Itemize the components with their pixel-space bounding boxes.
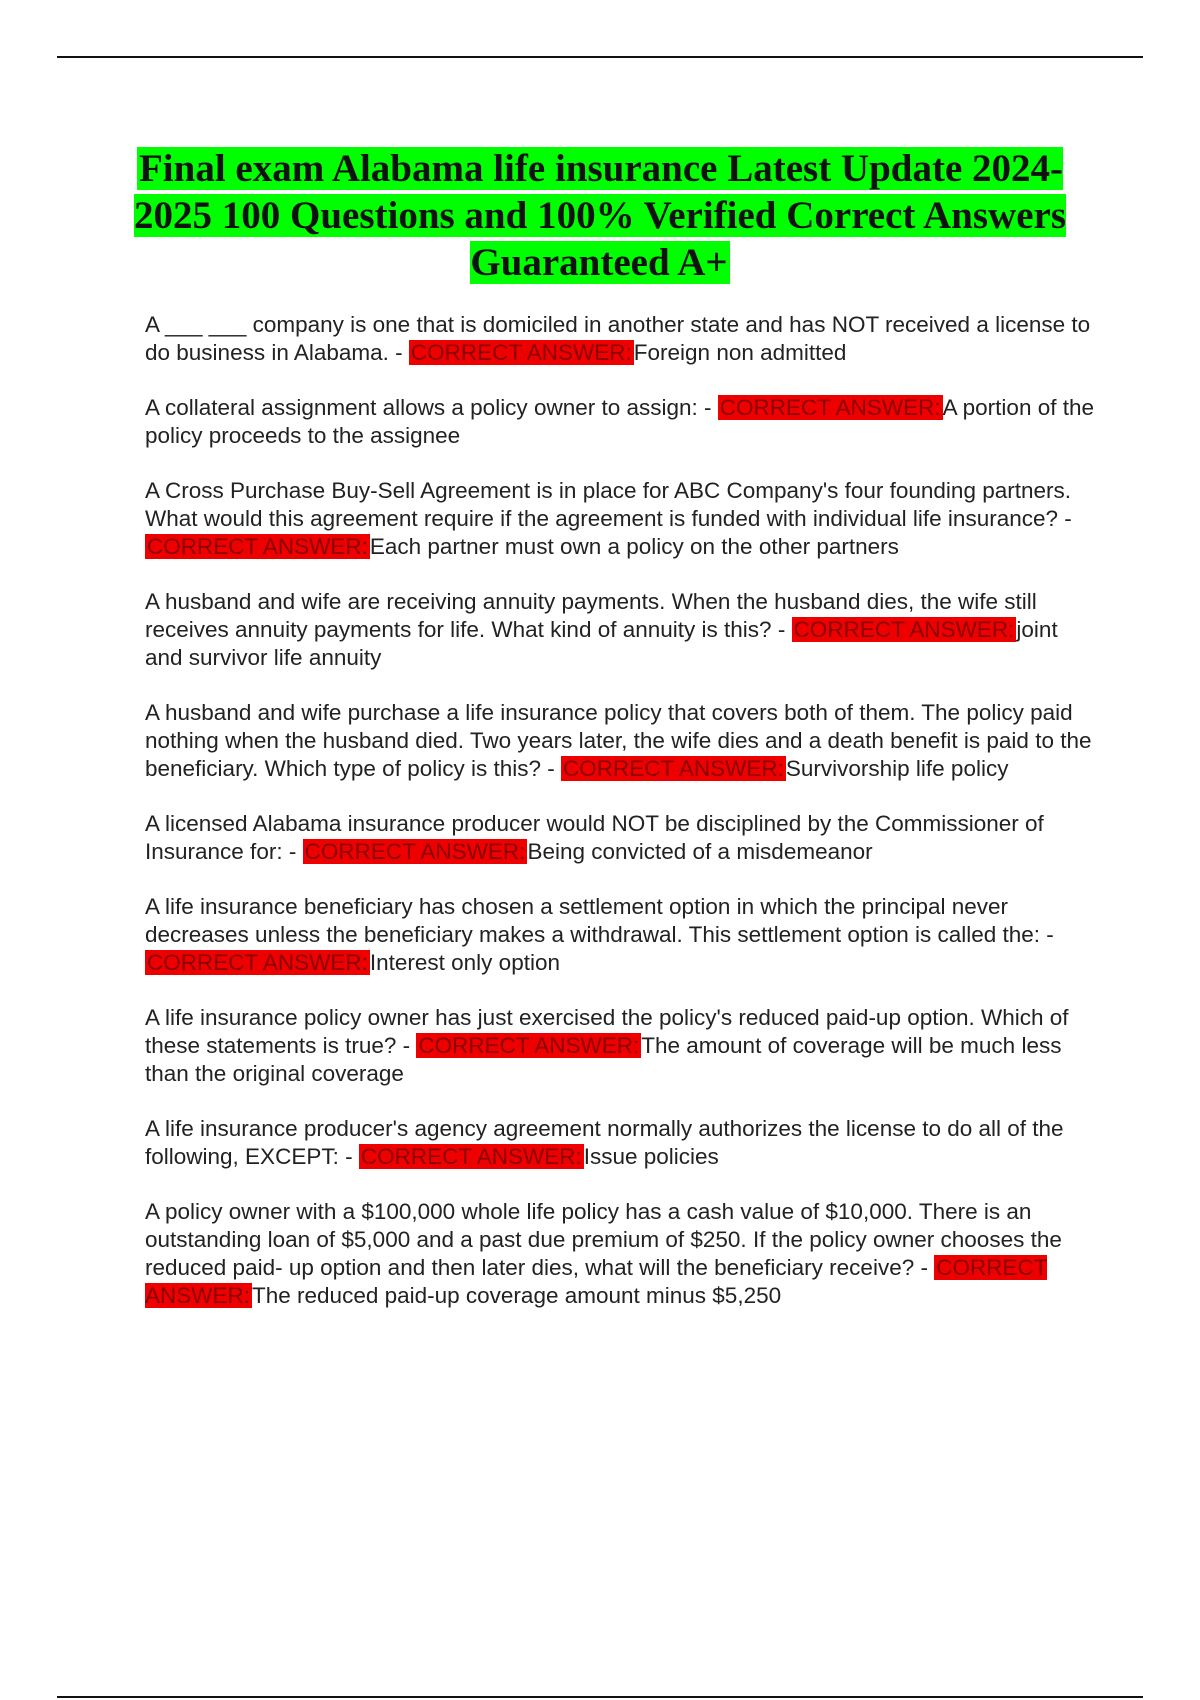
top-rule (57, 56, 1143, 58)
document-title (100, 145, 1100, 286)
qa-item (145, 588, 1095, 672)
answer-text: joint and survivor life annuity (145, 617, 1058, 670)
correct-answer-tag: CORRECT ANSWER: (410, 340, 632, 365)
correct-answer-tag: CORRECT ANSWER: (360, 1144, 582, 1169)
qa-item (145, 1115, 1095, 1171)
separator: - (282, 839, 303, 864)
title-highlight: Final exam Alabama life insurance Latest Update 2024-2025 100 Questions and 100% Verified Correct Answers Guaranteed A+ (133, 147, 1067, 284)
qa-item (145, 394, 1095, 450)
qa-item (145, 810, 1095, 866)
separator: - (697, 395, 718, 420)
qa-list (145, 311, 1095, 1337)
answer-text: Issue policies (583, 1144, 719, 1169)
question-text: A life insurance beneficiary has chosen a settlement option in which the principal never decreases unless the beneficiary makes a withdrawal. This settlement option is called the: (145, 894, 1041, 947)
question-text: A husband and wife are receiving annuity payments. When the husband dies, the wife still receives annuity payments for life. What kind of annuity is this? (145, 589, 1037, 642)
question-text: A ___ ___ company is one that is domiciled in another state and has NOT received a license to do business in Alabama. (145, 312, 1091, 365)
correct-answer-tag: CORRECT ANSWER: (793, 617, 1015, 642)
question-text: A policy owner with a $100,000 whole life policy has a cash value of $10,000. There is an outstanding loan of $5,000 and a past due premium of $250. If the policy owner chooses the reduced paid- up option and then later dies, what will the beneficiary receive? (145, 1199, 1062, 1280)
answer-text: Survivorship life policy (785, 756, 1009, 781)
correct-answer-tag: CORRECT ANSWER: (147, 534, 368, 559)
question-text: A husband and wife purchase a life insurance policy that covers both of them. The policy paid nothing when the husband died. Two years later, the wife dies and a death benefit is paid to the beneficiary. Which type of policy is this? (145, 700, 1092, 781)
answer-text: Interest only option (369, 950, 560, 975)
separator: - (541, 756, 562, 781)
correct-answer-tag: CORRECT ANSWER: (418, 1033, 640, 1058)
question-text: A Cross Purchase Buy-Sell Agreement is in place for ABC Company's four founding partners. What would this agreement require if the agreement is funded with individual life insurance? (145, 478, 1072, 531)
separator: - (914, 1255, 935, 1280)
separator: - (771, 617, 792, 642)
qa-item (145, 1198, 1095, 1310)
qa-item (145, 893, 1095, 977)
separator: - (396, 1033, 417, 1058)
qa-item (145, 477, 1095, 561)
answer-text: The amount of coverage will be much less than the original coverage (145, 1033, 1062, 1086)
answer-text: Each partner must own a policy on the other partners (369, 534, 899, 559)
question-text: A licensed Alabama insurance producer would NOT be disciplined by the Commissioner of Insurance for: (145, 811, 1044, 864)
bottom-rule (57, 1696, 1143, 1698)
answer-text: Foreign non admitted (633, 340, 847, 365)
correct-answer-tag: CORRECT ANSWER: (719, 395, 941, 420)
separator: - (1058, 506, 1072, 531)
qa-item (145, 311, 1095, 367)
qa-item (145, 699, 1095, 783)
question-text: A collateral assignment allows a policy owner to assign: (145, 395, 698, 420)
separator: - (338, 1144, 359, 1169)
question-text: A life insurance producer's agency agreement normally authorizes the license to do all of the following, EXCEPT: (145, 1116, 1064, 1169)
answer-text: A portion of the policy proceeds to the assignee (145, 395, 1094, 448)
correct-answer-tag: CORRECT ANSWER: (563, 756, 784, 781)
answer-text: The reduced paid-up coverage amount minus $5,250 (252, 1283, 782, 1308)
correct-answer-tag: CORRECT ANSWER: (304, 839, 526, 864)
answer-text: Being convicted of a misdemeanor (527, 839, 873, 864)
correct-answer-tag: CORRECT ANSWER: (147, 950, 368, 975)
separator: - (388, 340, 409, 365)
correct-answer-tag: CORRECT ANSWER: (145, 1255, 1048, 1308)
separator: - (1040, 922, 1054, 947)
qa-item (145, 1004, 1095, 1088)
question-text: A life insurance policy owner has just exercised the policy's reduced paid-up option. Which of these statements is true? (145, 1005, 1069, 1058)
